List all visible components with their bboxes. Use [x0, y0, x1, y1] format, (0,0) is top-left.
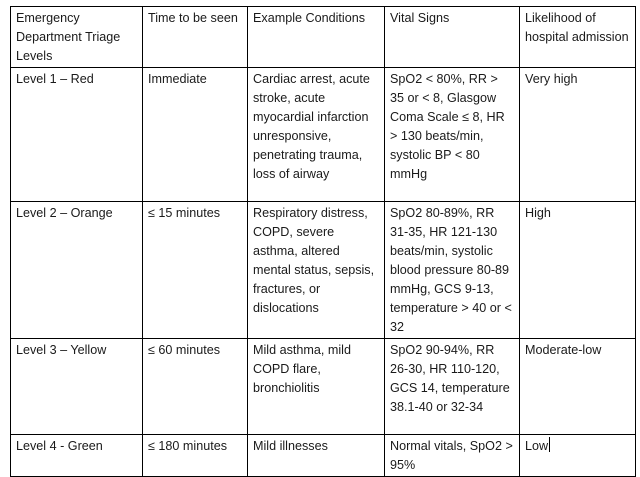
time-cell[interactable]: ≤ 180 minutes [143, 435, 248, 477]
vitals-cell[interactable]: SpO2 90-94%, RR 26-30, HR 110-120, GCS 14, temperature 38.1-40 or 32-34 [385, 339, 520, 435]
table-row [11, 202, 636, 339]
admission-cell[interactable] [520, 435, 636, 477]
conditions-cell[interactable]: Cardiac arrest, acute stroke, acute myocardial infarction unresponsive, penetrating trauma, loss of airway [248, 68, 385, 202]
level-cell[interactable]: Level 1 – Red [11, 68, 143, 202]
header-example-conditions[interactable]: Example Conditions [248, 7, 385, 68]
table-row [11, 339, 636, 435]
header-vital-signs[interactable]: Vital Signs [385, 7, 520, 68]
header-row [11, 7, 636, 68]
header-triage-levels[interactable]: Emergency Department Triage Levels [11, 7, 143, 68]
triage-table [10, 6, 636, 477]
vitals-cell[interactable]: Normal vitals, SpO2 > 95% [385, 435, 520, 477]
conditions-cell[interactable]: Mild asthma, mild COPD flare, bronchiolitis [248, 339, 385, 435]
vitals-cell[interactable]: SpO2 < 80%, RR > 35 or < 8, Glasgow Coma Scale ≤ 8, HR > 130 beats/min, systolic BP < 80 mmHg [385, 68, 520, 202]
time-cell[interactable]: Immediate [143, 68, 248, 202]
level-cell[interactable]: Level 4 - Green [11, 435, 143, 477]
admission-value: Low [525, 439, 549, 453]
time-cell[interactable]: ≤ 60 minutes [143, 339, 248, 435]
table-row [11, 435, 636, 477]
time-cell[interactable]: ≤ 15 minutes [143, 202, 248, 339]
admission-cell[interactable]: Moderate-low [520, 339, 636, 435]
table-row [11, 68, 636, 202]
conditions-cell[interactable]: Respiratory distress, COPD, severe asthma, altered mental status, sepsis, fractures, or dislocations [248, 202, 385, 339]
admission-cell[interactable]: Very high [520, 68, 636, 202]
conditions-cell[interactable]: Mild illnesses [248, 435, 385, 477]
text-cursor [549, 437, 550, 452]
admission-cell[interactable]: High [520, 202, 636, 339]
header-time-to-be-seen[interactable]: Time to be seen [143, 7, 248, 68]
header-admission-likelihood[interactable]: Likelihood of hospital admission [520, 7, 636, 68]
level-cell[interactable]: Level 2 – Orange [11, 202, 143, 339]
level-cell[interactable]: Level 3 – Yellow [11, 339, 143, 435]
vitals-cell[interactable]: SpO2 80-89%, RR 31-35, HR 121-130 beats/min, systolic blood pressure 80-89 mmHg, GCS 9-13, temperature > 40 or < 32 [385, 202, 520, 339]
